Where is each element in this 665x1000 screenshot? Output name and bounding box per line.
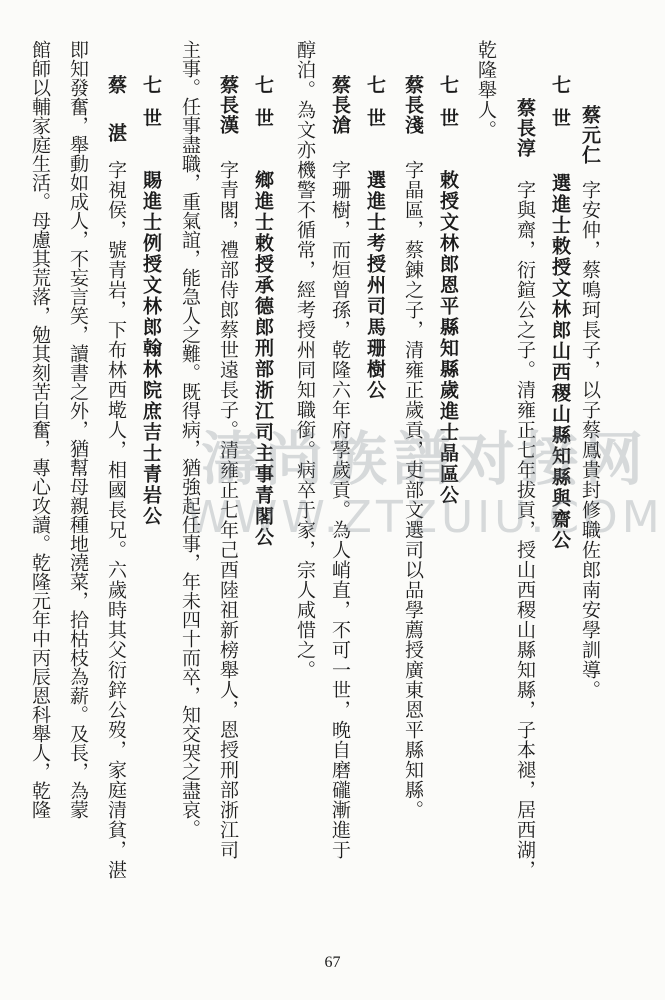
column-text: 字青閣，禮部侍郎蔡世遠長子。清雍正七年己酉陸祖新榜舉人，恩授刑部浙江司 xyxy=(217,160,239,860)
person-name: 湛 xyxy=(105,123,127,143)
section-heading: 鄉進士敕授承德郎刑部浙江司主事青閣公 xyxy=(252,170,274,548)
column-text: 字視侯，號青岩，下布林西墘人，相國長兄。六歲時其父衍鋅公歿，家庭清貧，湛 xyxy=(105,160,127,880)
column-text: 字晶區，蔡錬之子，清雍正歲貢，吏部文選司以品學薦授廣東恩平縣知縣。 xyxy=(402,160,424,820)
generation-label: 七世 xyxy=(140,75,162,141)
column-text: 館師以輔家庭生活。母慮其荒落，勉其刻苦自奮，專心攻讀。乾隆元年中丙辰恩科舉人，乾隆 xyxy=(29,40,51,819)
watermark-url: WWW.ZTZUIU.COM xyxy=(186,492,664,543)
generation-label: 七世 xyxy=(437,75,459,141)
watermark-title: 濤尚族譜对接网 xyxy=(200,425,649,493)
person-name: 蔡長淳 xyxy=(514,98,536,158)
section-heading: 選進士考授州司馬珊樹公 xyxy=(364,170,386,401)
page-number: 67 xyxy=(324,954,341,971)
generation-label: 七世 xyxy=(252,75,274,141)
column-text: 字珊樹，而烜曾孫，乾隆六年府學歲貢。為人峭直，不可一世，晚自磨礲漸進于 xyxy=(329,160,351,860)
column-text: 乾隆舉人。 xyxy=(475,40,497,140)
column-text: 醇泊。為文亦機警不循常，經考授州同知職銜。病卒于家，宗人咸惜之。 xyxy=(294,40,316,680)
person-name: 蔡元仁 xyxy=(579,105,601,165)
watermark xyxy=(165,424,665,542)
person-name: 蔡長滄 xyxy=(329,75,351,135)
person-name: 蔡長淺 xyxy=(402,75,424,135)
column-text: 主事。任事盡職，重氣誼，能急人之難。既得病，猶強起任事，年未四十而卒，知交哭之盡哀。 xyxy=(179,40,201,838)
person-name: 蔡長漢 xyxy=(217,75,239,135)
column-text: 即知發奮，舉動如成人，不妄言笑，讀書之外，猶幫母親種地澆菜，拾枯枝為薪。及長，為蒙 xyxy=(67,40,89,819)
column-text: 字與齋，衍鍹公之子。清雍正七年拔貢，授山西稷山縣知縣，子本褪，居西湖， xyxy=(514,180,536,880)
section-heading: 賜進士例授文林郎翰林院庶吉士青岩公 xyxy=(140,170,162,527)
generation-label: 七世 xyxy=(364,75,386,141)
section-heading: 敕授文林郎恩平縣知縣歲進士晶區公 xyxy=(437,170,459,506)
generation-label: 七世 xyxy=(549,75,571,141)
section-heading: 選進士敕授文林郎山西稷山縣知縣與齋公 xyxy=(549,173,571,551)
column-text: 字安仲，蔡鳴珂長子，以子蔡鳳貴封修職佐郎南安學訓導。 xyxy=(579,180,601,700)
person-name: 蔡 xyxy=(105,75,127,95)
